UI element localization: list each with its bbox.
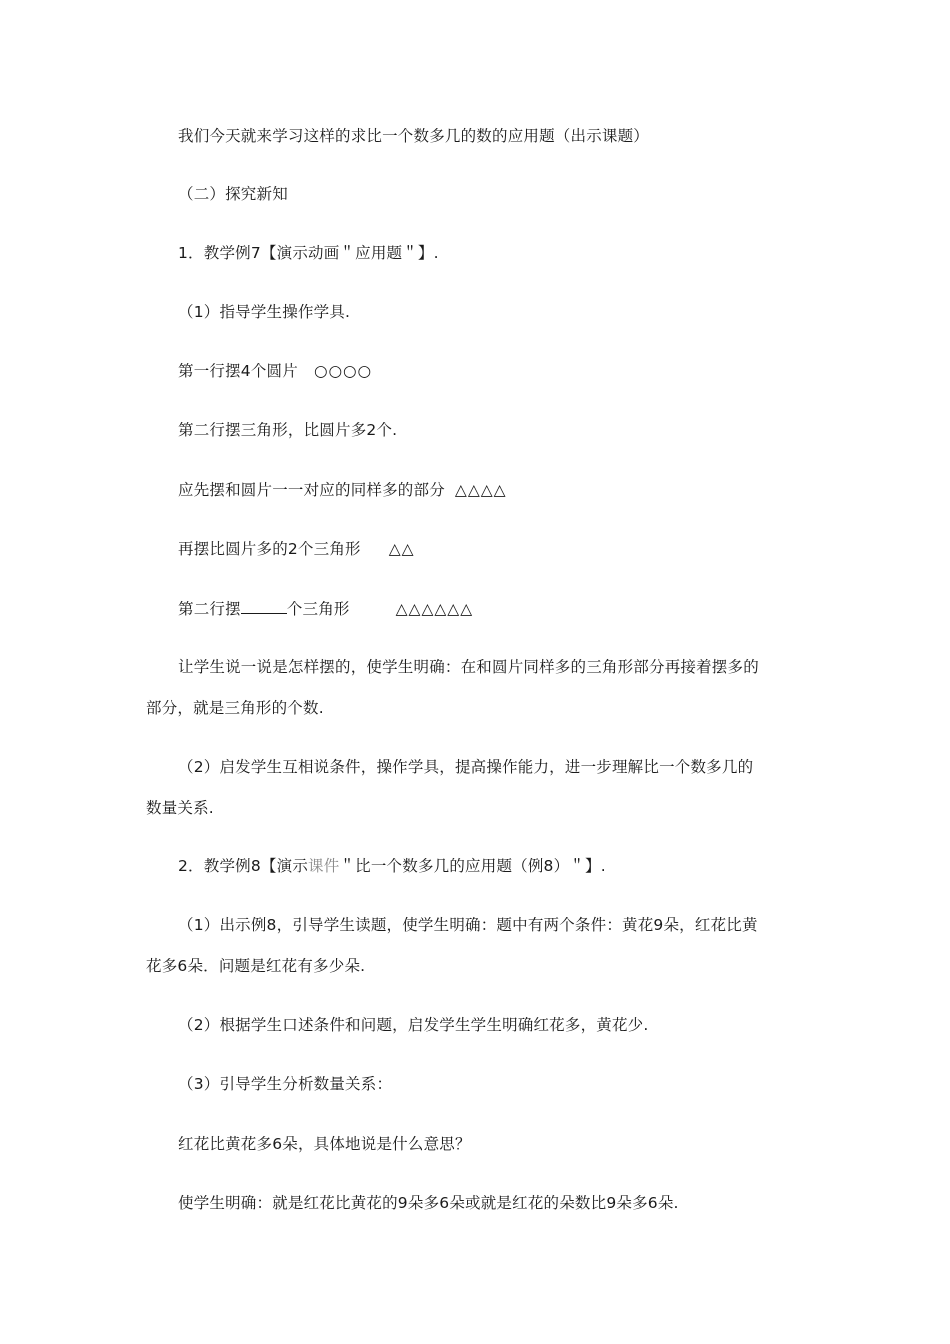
example-8-step-1-line2: 花多6朵．问题是红花有多少朵. <box>146 957 366 975</box>
extra-triangles-label: 再摆比圆片多的2个三角形 <box>178 540 361 558</box>
circle-shapes: ○○○○ <box>313 362 373 380</box>
row-one-label: 第一行摆4个圆片 <box>178 362 298 380</box>
row-one-circles <box>178 361 372 381</box>
example-7-heading: 1．教学例7【演示动画＂应用题＂】. <box>178 244 439 262</box>
step-2-paragraph-line2: 数量关系. <box>146 799 214 817</box>
triangle-shapes-six: △△△△△△ <box>395 600 474 618</box>
example-8-heading-start: 2．教学例8【演示 <box>178 857 309 875</box>
courseware-link[interactable]: 课件 <box>308 857 340 875</box>
conclusion-line: 使学生明确：就是红花比黄花的9朵多6朵或就是红花的朵数比9朵多6朵. <box>178 1194 679 1212</box>
triangle-shapes-four: △△△△ <box>454 481 507 499</box>
section-heading-explore: （二）探究新知 <box>178 185 288 203</box>
row-two-total-line <box>178 598 473 619</box>
example-8-step-1-line1: （1）出示例8，引导学生读题，使学生明确：题中有两个条件：黄花9朵，红花比黄 <box>178 916 758 934</box>
explain-paragraph-line1: 让学生说一说是怎样摆的，使学生明确：在和圆片同样多的三角形部分再接着摆多的 <box>178 658 759 676</box>
row-two-total-after: 个三角形 <box>286 600 350 618</box>
paragraph-topic-intro: 我们今天就来学习这样的求比一个数多几的数的应用题（出示课题） <box>178 127 650 145</box>
triangle-shapes-two: △△ <box>388 540 415 558</box>
question-line: 红花比黄花多6朵，具体地说是什么意思？ <box>178 1135 471 1153</box>
extra-triangles-line <box>178 539 415 559</box>
row-two-total-before: 第二行摆 <box>178 600 241 618</box>
step-1-instruction: （1）指导学生操作学具. <box>178 303 351 321</box>
step-2-paragraph-line1: （2）启发学生互相说条件，操作学具，提高操作能力，进一步理解比一个数多几的 <box>178 758 754 776</box>
example-8-heading-end: ＂比一个数多几的应用题（例8）＂】. <box>339 857 606 875</box>
example-8-step-3: （3）引导学生分析数量关系： <box>178 1075 393 1093</box>
example-8-heading <box>178 856 606 876</box>
explain-paragraph-line2: 部分，就是三角形的个数. <box>146 699 324 717</box>
row-two-rule: 第二行摆三角形，比圆片多2个. <box>178 421 398 439</box>
matching-triangles-line <box>178 480 507 500</box>
matching-triangles-label: 应先摆和圆片一一对应的同样多的部分 <box>178 481 445 499</box>
example-8-step-2: （2）根据学生口述条件和问题，启发学生学生明确红花多，黄花少. <box>178 1016 649 1034</box>
fill-in-blank <box>241 598 287 614</box>
